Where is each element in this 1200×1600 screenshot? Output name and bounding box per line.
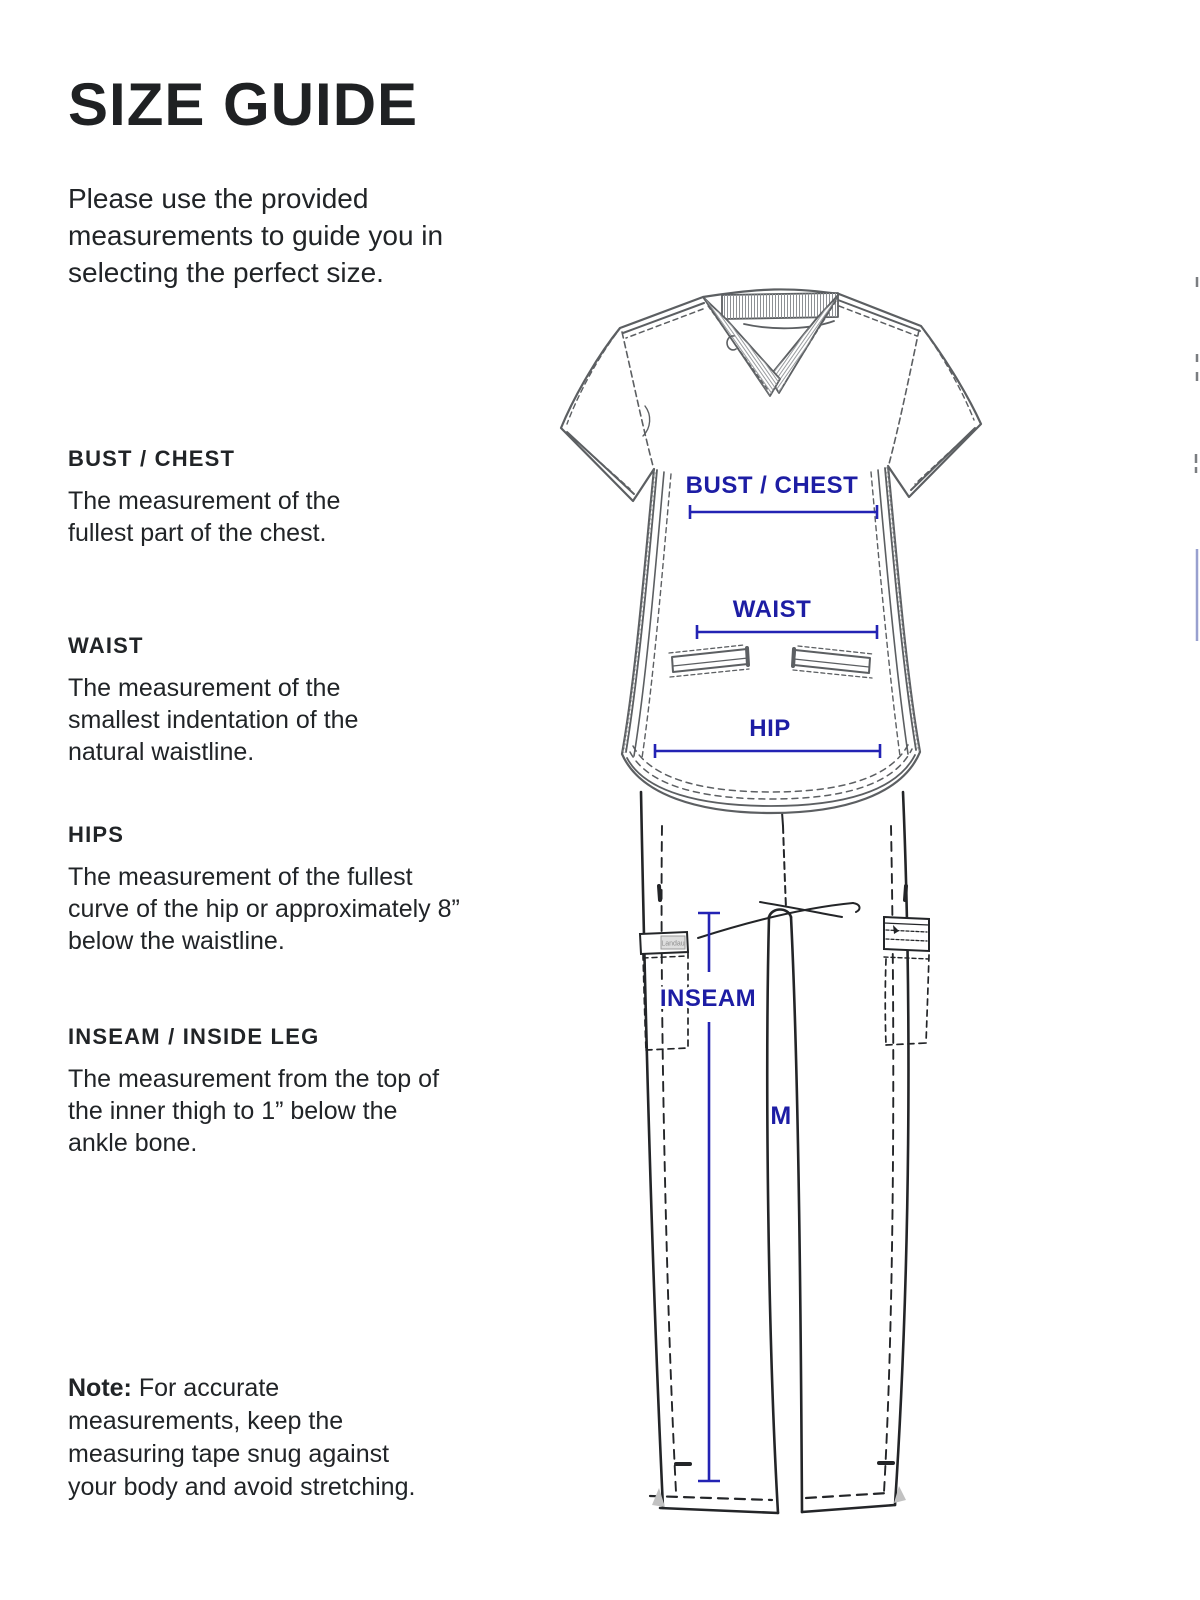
- hip-measure-label: HIP: [749, 715, 791, 742]
- note-body: For accurate measurements, keep the measuring tape snug against your body and avoid stretching.: [68, 1374, 416, 1501]
- size-label-m: M: [770, 1102, 792, 1130]
- inseam-description: The measurement from the top of the inner thigh to 1” below the ankle bone.: [68, 1065, 440, 1157]
- scrub-pants-illustration: [640, 792, 929, 1513]
- waist-section: [68, 633, 408, 768]
- waist-heading: WAIST: [68, 633, 144, 658]
- waist-description: The measurement of the smallest indentation of the natural waistline.: [68, 674, 359, 766]
- page-title: SIZE GUIDE: [68, 71, 419, 138]
- hips-section: [68, 822, 468, 957]
- intro-text: Please use the provided measurements to guide you in selecting the perfect size.: [68, 183, 444, 288]
- waist-measure-label: WAIST: [732, 596, 812, 623]
- note-text: [68, 1372, 428, 1504]
- size-diagram: [528, 276, 1012, 1530]
- bust-chest-section: [68, 446, 388, 549]
- bust-measure-label: BUST / CHEST: [685, 472, 859, 499]
- note-label: Note:: [68, 1374, 132, 1402]
- bust-chest-heading: BUST / CHEST: [68, 446, 236, 471]
- hips-description: The measurement of the fullest curve of the hip or approximately 8” below the waistline.: [68, 863, 460, 955]
- bust-chest-description: The measurement of the fullest part of the chest.: [68, 487, 341, 547]
- inseam-section: [68, 1024, 443, 1159]
- pocket-tag-label: Landau: [661, 940, 685, 948]
- inseam-measure-label: INSEAM: [659, 985, 757, 1012]
- hips-heading: HIPS: [68, 822, 125, 847]
- clipped-adjacent-diagram: [1180, 270, 1200, 650]
- pocket-brand-tag: [661, 936, 685, 949]
- inseam-heading: INSEAM / INSIDE LEG: [68, 1024, 320, 1049]
